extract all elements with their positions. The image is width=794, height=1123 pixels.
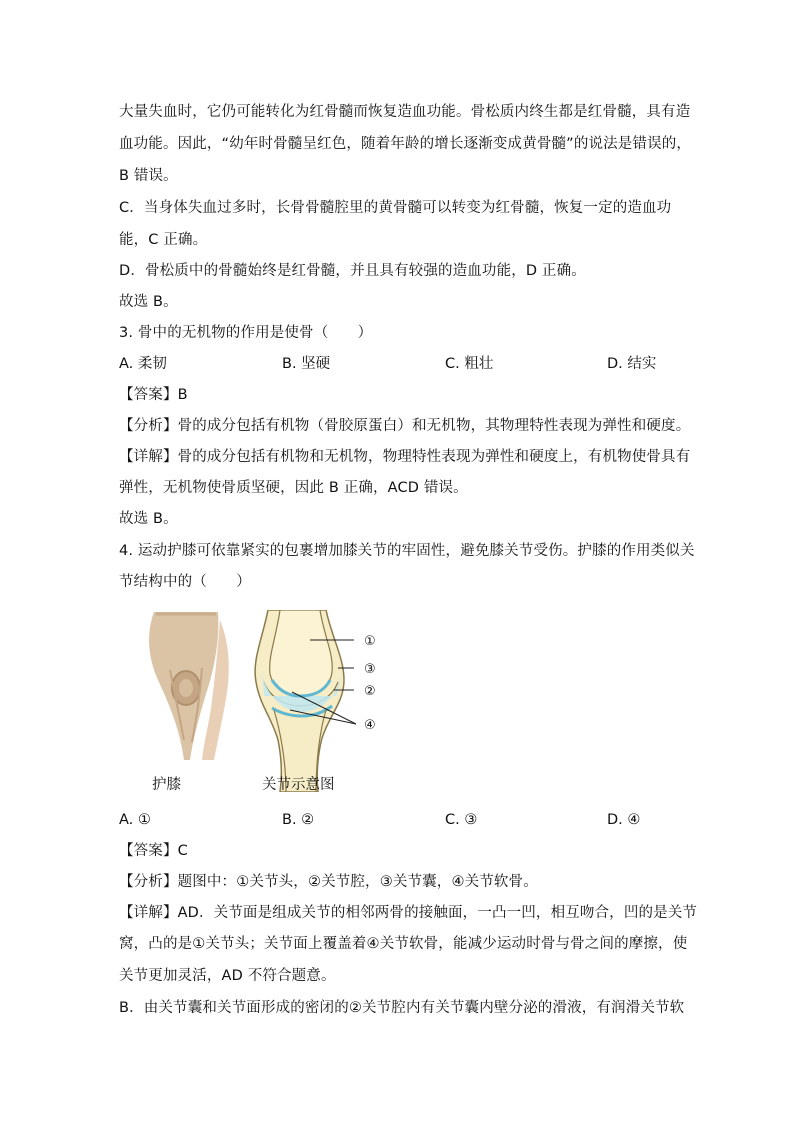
- joint-diagram: [255, 610, 356, 792]
- detail-line: 关节更加灵活，AD 不符合题意。: [119, 968, 336, 984]
- detail-line: 【详解】骨的成分包括有机物和无机物，物理特性表现为弹性和硬度上，有机物使骨具有: [119, 449, 691, 465]
- option-c: C. ③: [445, 812, 478, 828]
- option-b: B. 坚硬: [282, 356, 331, 372]
- question-4-stem: 节结构中的（ ）: [119, 574, 251, 590]
- caption-knee-brace: 护膝: [152, 777, 181, 793]
- option-b: B. ②: [282, 812, 315, 828]
- choose-line: 故选 B。: [119, 511, 178, 527]
- text-line: D．骨松质中的骨髓始终是红骨髓，并且具有较强的造血功能，D 正确。: [119, 263, 586, 279]
- detail-line: 弹性，无机物使骨质坚硬，因此 B 正确，ACD 错误。: [119, 480, 468, 496]
- analysis-line: 【分析】题图中：①关节头，②关节腔，③关节囊，④关节软骨。: [119, 874, 538, 890]
- label-1: ①: [364, 634, 376, 649]
- knee-figure-graphic: [140, 610, 400, 792]
- option-d: D. 结实: [607, 356, 657, 372]
- knee-brace-image: [149, 612, 229, 760]
- option-c: C. 粗壮: [445, 356, 494, 372]
- answer-line: 【答案】C: [119, 843, 188, 859]
- label-3: ③: [364, 662, 376, 677]
- text-line: B 错误。: [119, 168, 178, 184]
- text-line: C．当身体失血过多时，长骨骨髓腔里的黄骨髓可以转变为红骨髓，恢复一定的造血功: [119, 200, 672, 216]
- text-line: 能，C 正确。: [119, 232, 208, 248]
- analysis-line: 【分析】骨的成分包括有机物（骨胶原蛋白）和无机物，其物理特性表现为弹性和硬度。: [119, 418, 691, 434]
- text-line: 血功能。因此，“幼年时骨髓呈红色，随着年龄的增长逐渐变成黄骨髓”的说法是错误的，: [119, 136, 692, 152]
- question-4-stem: 4. 运动护膝可依靠紧实的包裹增加膝关节的牢固性，避免膝关节受伤。护膝的作用类似关: [119, 543, 695, 559]
- option-a: A. 柔韧: [119, 356, 167, 372]
- question-4-options: [119, 810, 679, 830]
- option-d: D. ④: [607, 812, 641, 828]
- question-3-stem: 3. 骨中的无机物的作用是使骨（ ）: [119, 325, 373, 341]
- label-2: ②: [364, 684, 376, 699]
- detail-line: 【详解】AD．关节面是组成关节的相邻两骨的接触面，一凸一凹，相互吻合，凹的是关节: [119, 905, 698, 921]
- answer-line: 【答案】B: [119, 387, 188, 403]
- caption-joint-diagram: 关节示意图: [262, 777, 335, 793]
- text-line: 故选 B。: [119, 294, 178, 310]
- detail-line: 窝，凸的是①关节头；关节面上覆盖着④关节软骨，能减少运动时骨与骨之间的摩擦，使: [119, 936, 688, 952]
- text-line: 大量失血时，它仍可能转化为红骨髓而恢复造血功能。骨松质内终生都是红骨髓，具有造: [119, 104, 691, 120]
- label-4: ④: [364, 718, 376, 733]
- knee-figure: [140, 610, 400, 792]
- option-a: A. ①: [119, 812, 151, 828]
- question-3-options: [119, 354, 679, 374]
- detail-line: B．由关节囊和关节面形成的密闭的②关节腔内有关节囊内壁分泌的滑液，有润滑关节软: [119, 1000, 685, 1016]
